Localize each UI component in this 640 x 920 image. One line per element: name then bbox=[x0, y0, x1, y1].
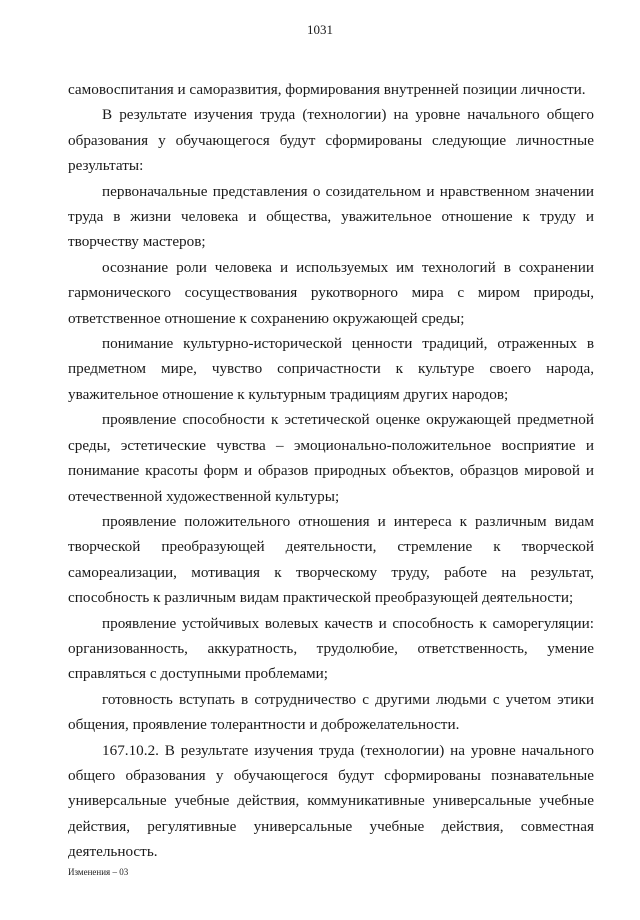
footer-amendments-note: Изменения – 03 bbox=[68, 867, 129, 877]
page-number: 1031 bbox=[307, 22, 333, 37]
paragraph-aesthetic-assessment: проявление способности к эстетической оценке окружающей предметной среды, эстетические чувства – эмоционально-положительное восприятие и понимание красоты форм и образов природных объектов, образцов мировой и отечественной художественной культуры; bbox=[68, 411, 594, 505]
paragraph-volitional-qualities: проявление устойчивых волевых качеств и способность к саморегуляции: организованность, аккуратность, трудолюбие, ответственность, умение справляться с доступными проблемами; bbox=[68, 614, 594, 683]
paragraph-cultural-traditions: понимание культурно-исторической ценности традиций, отраженных в предметном мире, чувство сопричастности к культуре своего народа, уважительное отношение к культурным традициям других народов; bbox=[68, 335, 594, 403]
paragraph-technology-role: осознание роли человека и используемых им технологий в сохранении гармонического сосуществования рукотворного мира с миром природы, ответственное отношение к сохранению окружающей среды; bbox=[68, 258, 594, 327]
paragraph-continuation: самовоспитания и саморазвития, формирования внутренней позиции личности. bbox=[68, 81, 586, 98]
paragraph-cooperation: готовность вступать в сотрудничество с другими людьми с учетом этики общения, проявление толерантности и доброжелательности. bbox=[68, 690, 594, 734]
document-body bbox=[68, 77, 594, 865]
paragraph-section-167-10-2: 167.10.2. В результате изучения труда (технологии) на уровне начального общего образования у обучающегося будут сформированы познавательные универсальные учебные действия, коммуникативные универсальные учебные действия, регулятивные универсальные учебные действия, совместная деятельность. bbox=[68, 741, 594, 861]
paragraph-creative-activity: проявление положительного отношения и интереса к различным видам творческой преобразующей деятельности, стремление к творческой самореализации, мотивация к творческому труду, работе на результат, способность к различным видам практической преобразующей деятельности; bbox=[68, 512, 594, 607]
paragraph-personal-results-intro: В результате изучения труда (технологии) на уровне начального общего образования у обучающегося будут сформированы следующие личностные результаты: bbox=[68, 106, 594, 175]
paragraph-labor-value: первоначальные представления о созидательном и нравственном значении труда в жизни человека и общества, уважительное отношение к труду и творчеству мастеров; bbox=[68, 182, 594, 251]
